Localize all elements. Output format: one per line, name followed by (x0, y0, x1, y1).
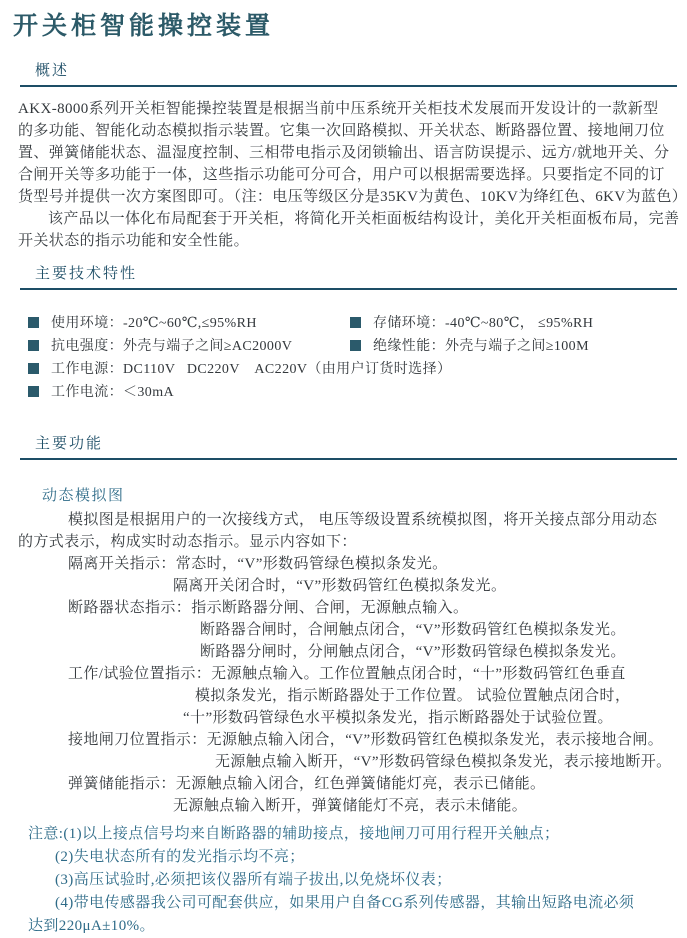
spec-item (28, 381, 687, 404)
overview-text-line: 货型号并提供一次方案图即可。（注：电压等级区分是35KV为黄色、10KV为绛红色、6KV为蓝色） (18, 189, 687, 205)
notes-block (0, 823, 687, 938)
bullet-square-icon (350, 340, 361, 351)
function-line: 弹簧储能指示：无源触点输入闭合，红色弹簧储能灯亮，表示已储能。 (68, 776, 546, 792)
overview-text-line: 的多功能、智能化动态模拟指示装置。它集一次回路模拟、开关状态、断路器位置、接地闸刀位 (18, 123, 665, 139)
page-title: 开关柜智能操控装置 (13, 13, 275, 40)
overview-text-line: 该产品以一体化布局配套于开关柜，将简化开关柜面板结构设计，美化开关柜面板布局，完善 (48, 211, 680, 227)
overview-text-line: 置、弹簧储能状态、温湿度控制、三相带电指示及闭锁输出、语言防误提示、远方/就地开关、分 (18, 145, 670, 161)
function-line: 无源触点输入断开，“V”形数码管绿色模拟条发光，表示接地断开。 (215, 754, 672, 770)
spec-item (350, 312, 687, 335)
function-line: 隔离开关闭合时，“V”形数码管红色模拟条发光。 (173, 578, 507, 594)
spec-item-text: 工作电源：DC110V DC220V AC220V（由用户订货时选择） (51, 362, 452, 377)
section-heading-specs: 主要技术特性 (20, 260, 677, 290)
function-line: 断路器状态指示：指示断路器分闸、合闸，无源触点输入。 (68, 600, 469, 616)
overview-text-line: 合闸开关等多功能于一体，这些指示功能可分可合，用户可以根据需要选择。只要指定不同的订 (18, 167, 665, 183)
specs-list (0, 312, 687, 404)
spec-item-text: 绝缘性能：外壳与端子之间≥100M (373, 339, 589, 354)
function-line: 模拟条发光，指示断路器处于工作位置。 试验位置触点闭合时， (195, 688, 631, 704)
function-line: 接地闸刀位置指示：无源触点输入闭合，“V”形数码管红色模拟条发光，表示接地合闸。 (68, 732, 664, 748)
spec-item (350, 335, 687, 358)
dynamic-mimic-subheading: 动态模拟图 (42, 488, 125, 504)
spec-item (28, 335, 350, 358)
bullet-square-icon (28, 386, 39, 397)
overview-paragraph-1 (0, 98, 687, 252)
overview-text-line: 开关状态的指示功能和安全性能。 (18, 233, 250, 249)
spec-item-text: 使用环境：-20℃~60℃,≤95%RH (51, 316, 257, 331)
spec-item-text: 抗电强度：外壳与端子之间≥AC2000V (51, 339, 293, 354)
note-line: 注意:(1)以上接点信号均来自断路器的辅助接点，接地闸刀可用行程开关触点； (28, 826, 560, 842)
note-line: (2)失电状态所有的发光指示均不亮； (55, 849, 305, 865)
function-line: 无源触点输入断开，弹簧储能灯不亮，表示未储能。 (173, 798, 528, 814)
overview-text-line: AKX-8000系列开关柜智能操控装置是根据当前中压系统开关柜技术发展而开发设计的一款新型 (18, 101, 659, 117)
spec-item (28, 358, 687, 381)
spec-item-text: 存储环境：-40℃~80℃， ≤95%RH (373, 316, 594, 331)
spec-item-text: 工作电流：＜30mA (51, 385, 174, 400)
bullet-square-icon (28, 317, 39, 328)
note-line: (3)高压试验时,必须把该仪器所有端子拔出,以免烧坏仪表； (55, 872, 452, 888)
function-line: 断路器合闸时，合闸触点闭合，“V”形数码管红色模拟条发光。 (200, 622, 626, 638)
bullet-square-icon (28, 340, 39, 351)
functions-intro-line: 的方式表示，构成实时动态指示。显示内容如下： (18, 534, 357, 550)
bullet-square-icon (350, 317, 361, 328)
function-line: “十”形数码管绿色水平模拟条发光，指示断路器处于试验位置。 (183, 710, 613, 726)
section-heading-functions: 主要功能 (20, 430, 677, 460)
section-heading-overview: 概述 (20, 57, 677, 87)
spec-item (28, 312, 350, 335)
functions-intro-line: 模拟图是根据用户的一次接线方式， 电压等级设置系统模拟图，将开关接点部分用动态 (68, 512, 658, 528)
functions-description (0, 509, 687, 817)
function-line: 隔离开关指示：常态时，“V”形数码管绿色模拟条发光。 (68, 556, 448, 572)
function-line: 工作/试验位置指示：无源触点输入。工作位置触点闭合时，“十”形数码管红色垂直 (68, 666, 626, 682)
note-line: (4)带电传感器我公司可配套供应，如果用户自备CG系列传感器，其输出短路电流必须 (55, 895, 635, 911)
function-line: 断路器分闸时，分闸触点闭合，“V”形数码管绿色模拟条发光。 (200, 644, 626, 660)
bullet-square-icon (28, 363, 39, 374)
note-line: 达到220μA±10%。 (28, 918, 155, 934)
